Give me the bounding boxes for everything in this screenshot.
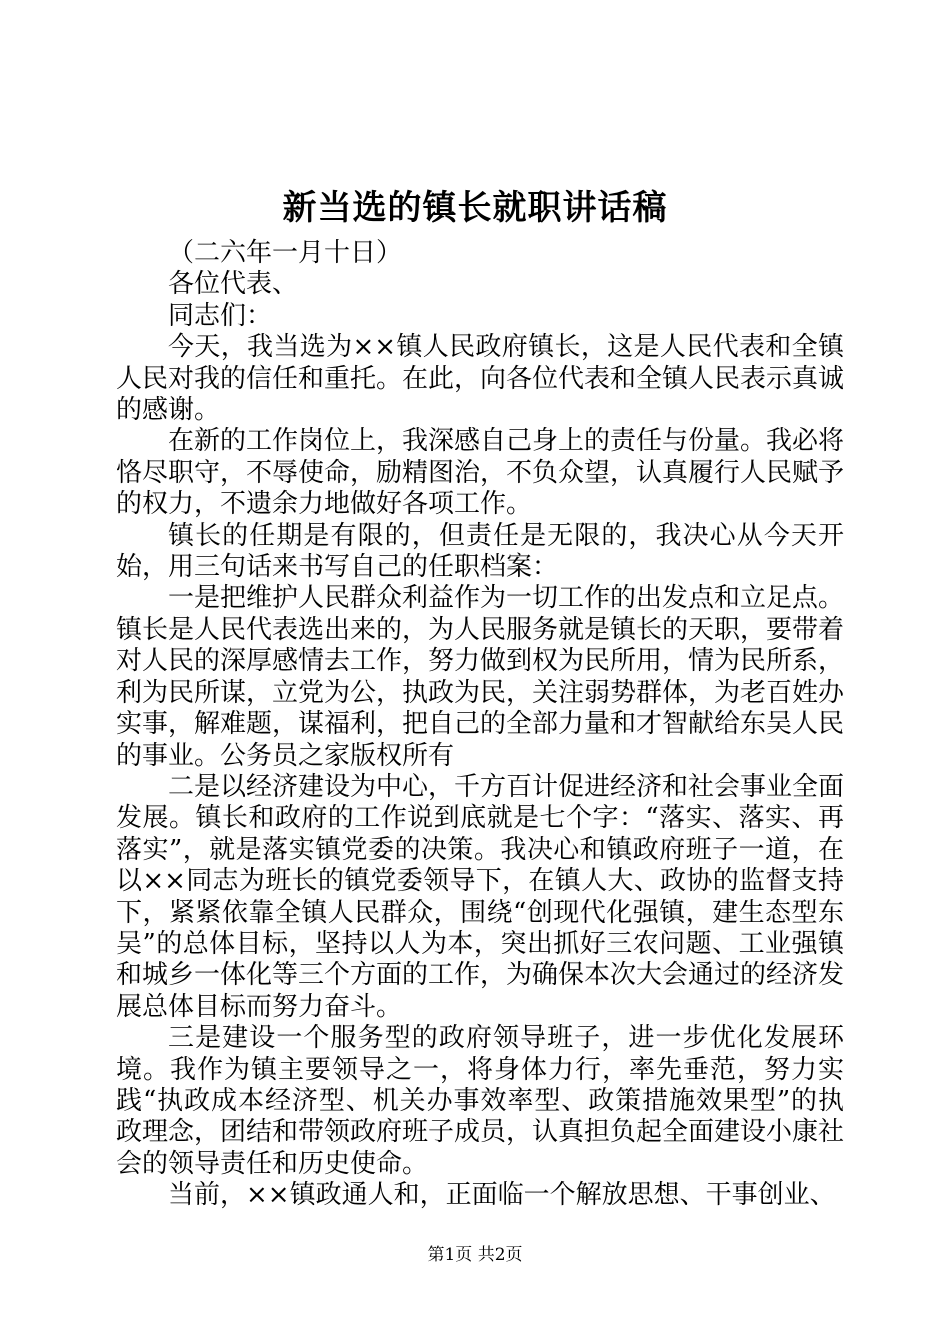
salutation-line: 同志们： xyxy=(168,300,273,331)
paragraph: 三是建设一个服务型的政府领导班子，进一步优化发展环境。我作为镇主要领导之一，将身体力行，率先垂范，努力实践“执政成本经济型、机关办事效率型、政策措施效果型”的执政理念，团结和带领政府班子成员，认真担负起全面建设小康社会的领导责任和历史使命。 xyxy=(116,1023,845,1179)
document-body xyxy=(116,238,844,1212)
paragraph: 一是把维护人民群众利益作为一切工作的出发点和立足点。镇长是人民代表选出来的，为人民服务就是镇长的天职，要带着对人民的深厚感情去工作，努力做到权为民所用，情为民所系，利为民所谋，立党为公，执政为民，关注弱势群体，为老百姓办实事，解难题，谋福利，把自己的全部力量和才智献给东吴人民的事业。公务员之家版权所有 xyxy=(116,583,845,771)
paragraph: 当前，××镇政通人和，正面临一个解放思想、干事创业、 xyxy=(168,1180,836,1211)
paragraph: 今天，我当选为××镇人民政府镇长，这是人民代表和全镇人民对我的信任和重托。在此，向各位代表和全镇人民表示真诚的感谢。 xyxy=(116,332,845,426)
paragraph: 镇长的任期是有限的，但责任是无限的，我决心从今天开始，用三句话来书写自己的任职档案： xyxy=(116,520,844,583)
page-footer: 第1页 共2页 xyxy=(427,1245,523,1265)
paragraph: 二是以经济建设为中心，千方百计促进经济和社会事业全面发展。镇长和政府的工作说到底就是七个字：“落实、落实、再落实”，就是落实镇党委的决策。我决心和镇政府班子一道，在以××同志为班长的镇党委领导下，在镇人大、政协的监督支持下，紧紧依靠全镇人民群众，围绕“创现代化强镇，建生态型东吴”的总体目标，坚持以人为本，突出抓好三农问题、工业强镇和城乡一体化等三个方面的工作，为确保本次大会通过的经济发展总体目标而努力奋斗。 xyxy=(116,771,845,1022)
paragraph: 在新的工作岗位上，我深感自己身上的责任与份量。我必将恪尽职守，不辱使命，励精图治，不负众望，认真履行人民赋予的权力，不遗余力地做好各项工作。 xyxy=(116,426,845,520)
date-line: （二六年一月十日） xyxy=(168,238,403,268)
salutation-line: 各位代表、 xyxy=(168,269,299,300)
document-title: 新当选的镇长就职讲话稿 xyxy=(282,188,668,228)
